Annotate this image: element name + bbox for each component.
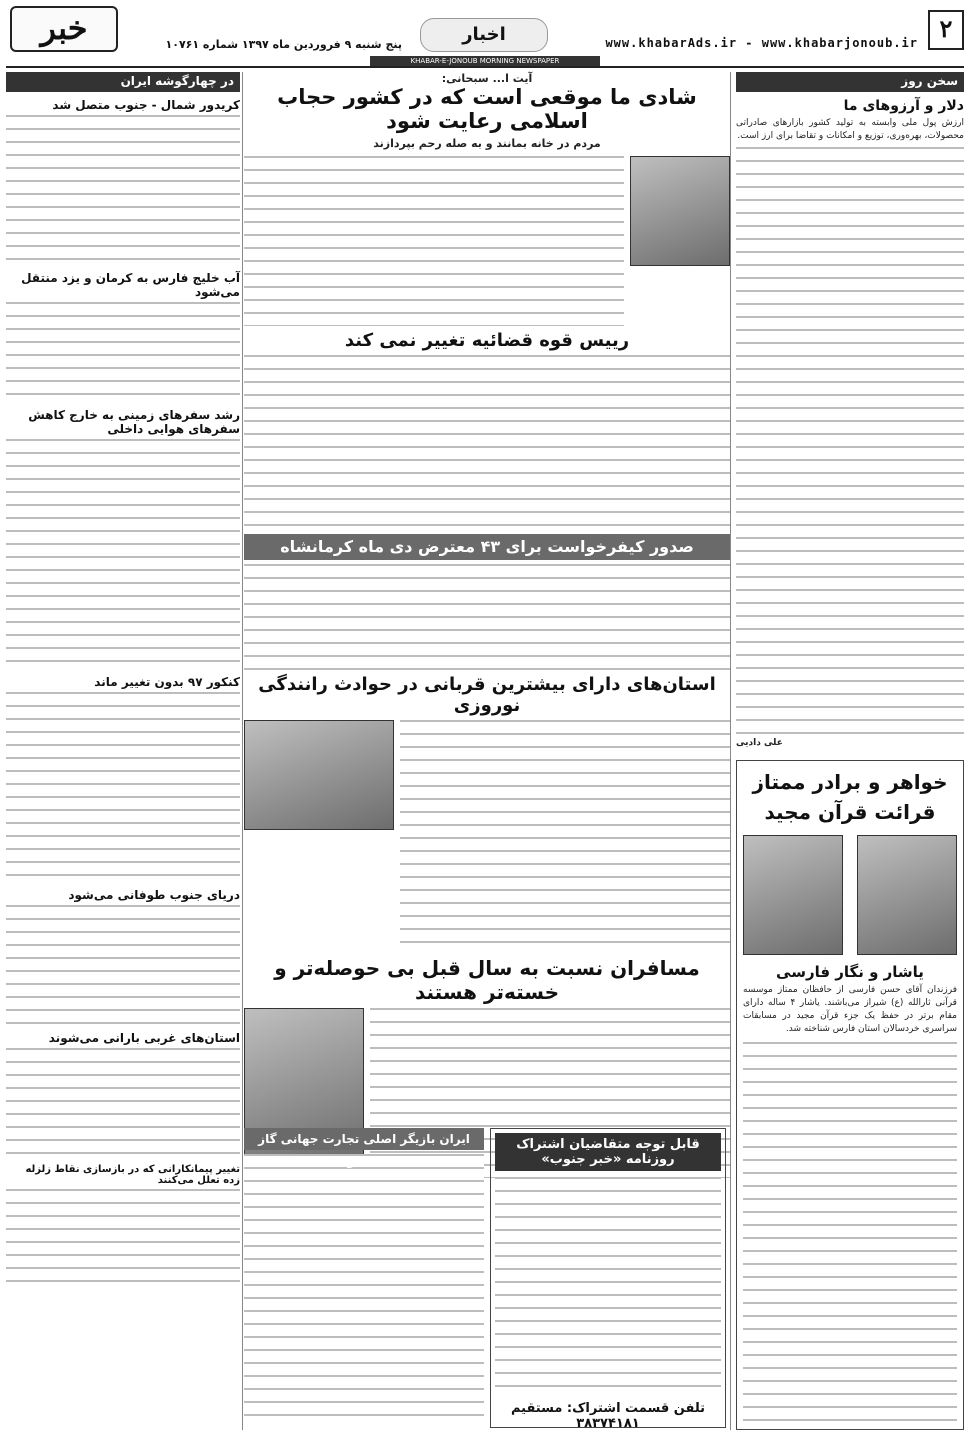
headline-indictment: صدور کیفرخواست برای ۴۳ معترض دی ماه کرمانشاه [244, 534, 730, 560]
provinces-item-3-body [6, 439, 240, 669]
headline-hijab: شادی ما موقعی است که در کشور حجاب اسلامی رعایت شود [277, 85, 697, 133]
photo-girl [857, 835, 957, 955]
editorial-lead: ارزش پول ملی وابسته به تولید کشور بازارهای صادراتی محصولات، بهره‌وری، توزیع و امکانات و تقاضا برای ارز است. [736, 118, 964, 141]
headline-accidents: استان‌های دارای بیشترین قربانی در حوادث رانندگی نوروزی [258, 674, 716, 716]
kicker: آیت ا... سبحانی: [441, 72, 533, 85]
divider-left [242, 72, 243, 1430]
provinces-item-6-body [6, 1048, 240, 1158]
website-urls[interactable]: www.khabarAds.ir - www.khabarjonoub.ir [605, 36, 918, 50]
quran-ad-box [736, 760, 964, 1430]
article-hijab-body [244, 156, 624, 326]
subscription-body [495, 1177, 721, 1397]
provinces-item-5: دریای جنوب طوفانی می‌شود [68, 888, 240, 902]
quran-ad-more-text [743, 1042, 957, 1422]
provinces-item-4-body [6, 692, 240, 882]
quran-ad-title: خواهر و برادر ممتاز قرائت قرآن مجید [752, 770, 948, 824]
subscription-box [490, 1128, 726, 1431]
provinces-item-2: آب خلیج فارس به کرمان و یزد منتقل می‌شود [21, 271, 240, 299]
photo-crash [244, 720, 394, 830]
editorial-kicker: سخن روز [736, 72, 964, 92]
provinces-item-7-body [6, 1189, 240, 1285]
article-gas-body [244, 1154, 484, 1424]
main-news-area [244, 72, 730, 1178]
provinces-item-6: استان‌های غربی بارانی می‌شوند [48, 1031, 240, 1045]
header-rule [6, 66, 964, 68]
article-indictment-body [244, 564, 730, 670]
provinces-item-7: تغییر پیمانکارانی که در بازسازی نقاط زلزله زده تعلل می‌کنند [25, 1164, 240, 1186]
subscription-title: قابل توجه متقاضیان اشتراک روزنامه «خبر جنوب» [495, 1133, 721, 1171]
article-judiciary-body [244, 355, 730, 530]
subhead-hijab: مردم در خانه بمانند و به صله رحم بپردازند [373, 137, 601, 150]
photo-sobhani [630, 156, 730, 266]
provinces-item-1: کریدور شمال - جنوب متصل شد [52, 98, 240, 112]
provinces-item-4: کنکور ۹۷ بدون تغییر ماند [94, 675, 240, 689]
gas-article [244, 1128, 484, 1424]
page-number: ۲ [928, 10, 964, 50]
quran-ad-names: یاشار و نگار فارسی [776, 963, 924, 981]
headline-judiciary: رییس قوه قضائیه تغییر نمی کند [344, 330, 630, 351]
provinces-item-3: رشد سفرهای زمینی به خارج کاهش سفرهای هوایی داخلی [28, 408, 240, 436]
masthead [0, 0, 970, 65]
provinces-title: در چهارگوشه ایران [6, 72, 240, 92]
editorial-body [736, 147, 964, 737]
newspaper-logo: خبر [10, 6, 118, 52]
dateline: پنج شنبه ۹ فروردین ماه ۱۳۹۷ شماره ۱۰۷۶۱ [165, 38, 402, 51]
quran-ad-body: فرزندان آقای حسن فارسی از حافظان ممتاز موسسه قرآنی ثارالله (ع) شیراز می‌باشند. یاشار ۴ ساله دارای مقام برتر در حفظ یک جزء قرآن مجید در مسابقات سراسری خردسالان استان فارس شناخته شد. [743, 985, 957, 1034]
provinces-column [6, 72, 240, 1430]
masthead-strip: KHABAR-E-JONOUB MORNING NEWSPAPER [370, 56, 600, 66]
editorial-title: دلار و آرزوهای ما [843, 98, 964, 114]
headline-travelers: مسافران نسبت به سال قبل بی حوصله‌تر و خسته‌تر هستند [274, 956, 700, 1004]
photo-boy [743, 835, 843, 955]
section-title: اخبار [420, 18, 548, 52]
article-accidents-body [400, 720, 730, 950]
provinces-item-5-body [6, 905, 240, 1025]
headline-gas: ایران بازیگر اصلی تجارت جهانی گاز می‌شود [244, 1128, 484, 1150]
subscription-phone[interactable]: تلفن قسمت اشتراک: مستقیم ۳۸۳۷۴۱۸۱ [510, 1401, 706, 1431]
editorial-author: علی دادیی [736, 738, 783, 748]
editorial-column [736, 72, 964, 752]
divider-right [730, 72, 731, 1430]
provinces-item-1-body [6, 115, 240, 265]
provinces-item-2-body [6, 302, 240, 402]
